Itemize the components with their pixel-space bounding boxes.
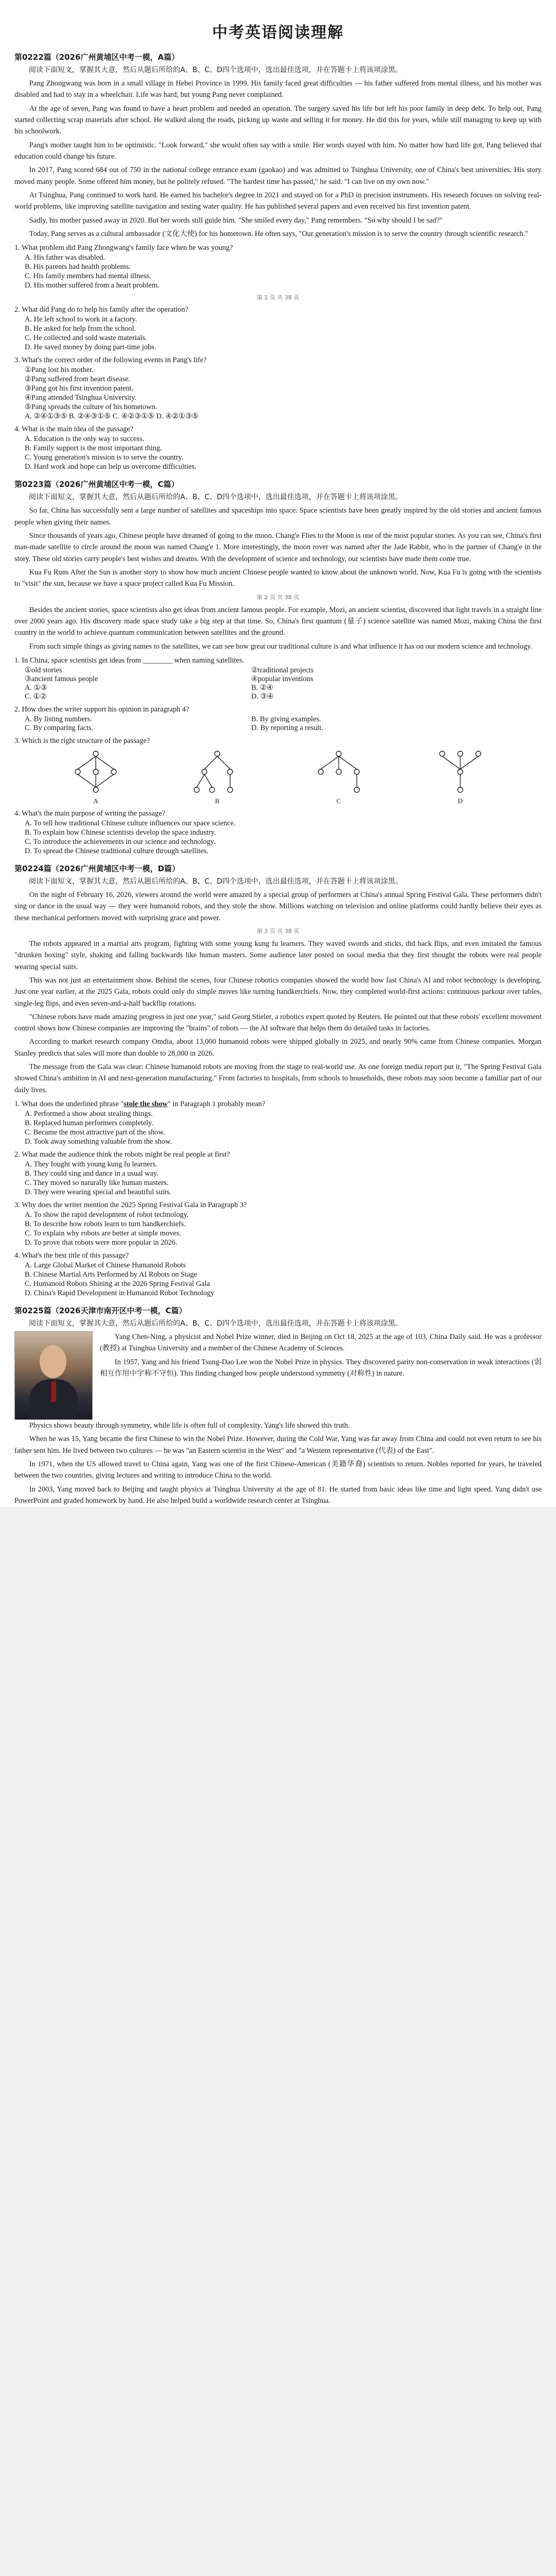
passage-instructions: 阅读下面短文，掌握其大意，然后从题后所给的A、B、C、D四个选项中，选出最佳选项，并在答题卡上将该项涂黑。 [29,1319,403,1328]
answer-option: ①old stories [25,666,62,674]
paragraph: Physics shows beauty through symmetry, while life is often full of complexity. Yang's life showed this truth. [29,1421,350,1430]
answer-option: A. Performed a show about stealing things. [25,1110,153,1118]
answer-option: ④Pang attended Tsinghua University. [25,394,136,402]
answer-option: ④popular inventions [251,674,314,683]
page-number: 第 1 页 共 38 页 [256,294,300,301]
answer-option: B. To explain how Chinese scientists develop the space industry. [25,828,216,837]
answer-option: ③ancient famous people [25,674,98,683]
answer-option: C. ①② [25,692,47,701]
diagram-label: A [93,796,98,805]
paragraph: Sadly, his mother passed away in 2020. But her words still guide him. "She smiled every day," Pang remembers. "So why should I be sad?" [29,216,443,225]
question-text: " in Paragraph 1 probably mean? [167,1100,266,1109]
answer-option: C. To introduce the achievements in our science and technology. [25,837,216,846]
tree-diagram-icon [310,749,367,795]
tree-diagram-icon [67,749,124,795]
answer-option: ②Pang suffered from heart disease. [25,375,130,384]
answer-option: D. ③④ [251,692,274,701]
answer-option: C. His family members had mental illness. [25,272,151,281]
paragraph: So far, China has successfully sent a large number of satellites and spaceships into space. Space scientists have been greatly inspired by the old stories and ancient famous people when giving their names. [14,506,542,527]
answer-option: D. By reporting a result. [251,723,323,732]
answer-option: ②traditional projects [251,666,314,674]
answer-option: D. To spread the Chinese traditional culture through satellites. [25,846,208,855]
question [14,1100,542,1109]
option-row [25,684,542,692]
answer-option: A. ①③ [25,683,47,692]
question: 1. In China, space scientists get ideas from ________ when naming satellites. [14,656,245,665]
option-row [25,692,542,701]
passage-heading: 第0225篇（2026天津市南开区中考一模，C篇） [14,1306,187,1316]
answer-option: B. Chinese Martial Arts Performed by AI Robots on Stage [25,1270,197,1279]
passage-instructions: 阅读下面短文，掌握其大意，然后从题后所给的A、B、C、D四个选项中，选出最佳选项，并在答题卡上将该项涂黑。 [29,493,403,502]
structure-diagram-b [184,749,251,805]
question: 1. What problem did Pang Zhongwang's family face when he was young? [14,244,233,252]
tree-diagram-icon [189,749,246,795]
answer-option: ⑤Pang spreads the culture of his hometown. [25,403,158,412]
answer-option: C. Young generation's mission is to serve the country. [25,453,184,462]
answer-option: B. Family support is the most important thing. [25,444,162,453]
answer-option: A. ②④①③⑤ B. ②④③①⑤ C. ④②③①⑤ D. ④②①③⑤ [25,412,199,421]
question: 2. What did Pang do to help his family after the operation? [14,306,188,314]
photo-with-text [14,1331,542,1420]
page-number: 第 2 页 共 38 页 [256,594,300,601]
diagram-label: B [215,796,220,805]
answer-option: B. To describe how robots learn to turn handkerchiefs. [25,1220,186,1229]
question: 4. What's the best title of this passage? [14,1251,129,1260]
structure-diagram-d [427,749,494,805]
question: 2. What made the audience think the robots might be real people at first? [14,1150,230,1159]
paragraph: At Tsinghua, Pang continued to work hard. He earned his bachelor's degree in 2021 and stayed on for a PhD in precision instruments. His research focuses on solving real-world problems, like improving satellite navigation and testing water quality. He has published several papers and even received his first invention patent. [14,191,542,211]
question: 4. What's the main purpose of writing the passage? [14,809,165,818]
paragraph: Pang Zhongwang was born in a small village in Hebei Province in 1999. His family faced great difficulties — his father suffered from mental illness, and his mother was disabled and had to stay in a wheelchair. Life was hard, but young Pang never complained. [14,79,542,99]
answer-option: A. He left school to work in a factory. [25,315,137,324]
passage-section [14,479,542,856]
answer-option: B. They could sing and dance in a usual way. [25,1170,159,1178]
option-row [25,675,542,684]
passage-heading: 第0223篇（2026广州黄埔区中考一模，C篇） [14,480,179,489]
paragraph: According to market research company Omdia, about 13,000 humanoid robots were shipped globally in 2025, and nearly 90% came from Chinese companies. Morgan Stanley predicts that sales will more than double to 28,000 in 2026. [14,1038,542,1058]
answer-option: D. Hard work and hope can help us overcome difficulties. [25,463,197,471]
question-text: 1. What does the underlined phrase " [14,1100,124,1109]
paragraph: In 1971, when the US allowed travel to China again, Yang was one of the first Chinese-American (美籍华裔) scientists to return. Nobles reported for years, he traveled between the two countries, giving lectures and writing to introduce China to the world. [14,1460,542,1480]
passage-section [14,52,542,471]
paragraph: The robots appeared in a martial arts program, fighting with some young kung fu learners. They waved swords and sticks, did back flips, and even imitated the famous "drunken boxing" style, shaking and falling backwards like human masters. Some audience later posted on social media that they first thought the robots were real people wearing special suits. [14,939,542,971]
photo-tie-shape [51,1381,56,1402]
passage-section [14,1305,542,1506]
answer-option: A. His father was disabled. [25,253,105,262]
answer-option: C. They moved so naturally like human masters. [25,1179,169,1188]
paragraph: This was not just an entertainment show. Behind the scenes, four Chinese robotics companies showed the world how fast China's AI and robot technology is developing. Just one year earlier, at the 2025 Gala, robots could only do simple moves like turning handkerchiefs. Now, they completed world-first actions: continuous parkour over tables, single-leg flips, and even seven-and-a-half backflip rotations. [14,976,542,1008]
paragraph: Kua Fu Runs After the Sun is another story to show how much ancient Chinese people wanted to know about the unknown world. Now, Kua Fu is going with the scientists to "visit" the sun, because we have a space project called Kua Fu Mission. [14,568,542,588]
underlined-phrase: stole the show [124,1100,168,1109]
answer-option: D. To prove that robots were more popular in 2026. [25,1239,178,1247]
answer-option: B. By giving examples. [251,715,321,723]
side-text [100,1331,542,1420]
answer-option: A. By listing numbers. [25,715,92,723]
tree-diagram-icon [432,749,489,795]
answer-option: A. Large Global Market of Chinese Humanoid Robots [25,1261,186,1270]
option-row [25,724,542,733]
structure-diagram-a [62,749,129,805]
answer-option: C. Humanoid Robots Shining at the 2026 Spring Festival Gala [25,1280,210,1289]
question: 4. What is the main idea of the passage? [14,425,134,434]
answer-option: C. By comparing facts. [25,723,94,732]
page-number: 第 3 页 共 38 页 [256,927,300,935]
paragraph: Besides the ancient stories, space scientists also get ideas from ancient famous people. For example, Mozi, an ancient scientist, discovered that light travels in a straight line over 2000 years ago. His discovery made space study take a big step at that time. So, China's first quantum (量子) science satellite was named Mozi, making China the first country in the world to achieve quantum communication between satellites and the ground. [14,605,542,637]
portrait-photo [14,1331,93,1420]
photo-face-shape [40,1345,66,1378]
answer-option: B. Replaced human performers completely. [25,1119,154,1128]
answer-option: C. To explain why robots are better at simple moves. [25,1229,181,1238]
passage-heading: 第0224篇（2026广州黄埔区中考一模，D篇） [14,863,180,873]
answer-option: B. His parents had health problems. [25,263,131,272]
paragraph: Since thousands of years ago, Chinese people have dreamed of going to the moon. Chang'e Flies to the Moon is one of the most popular stories. As you can see, China's first man-made satellite to circle around the moon was named Chang'e 1. More interestingly, the moon rover was named after the Jade Rabbit, who is the partner of Chang'e in the story. These old stories carry people's best wishes and dreams. With the development of science and technology, our scientists have made them come true. [14,531,542,563]
document-title: 中考英语阅读理解 [212,24,344,42]
paragraph: Pang's mother taught him to be optimistic. "Look forward," she would often say with a smile. Her words stayed with him. No matter how hard life got, Pang believed that education could change his future. [14,141,542,161]
question: 3. What's the correct order of the following events in Pang's life? [14,356,207,365]
answer-option: C. He collected and sold waste materials. [25,334,147,343]
answer-option: ③Pang got his first invention patent. [25,384,134,393]
passage-section [14,863,542,1298]
answer-option: A. They fought with young kung fu learners. [25,1160,158,1169]
paragraph: In 2017, Pang scored 684 out of 750 in the national college entrance exam (gaokao) and was admitted to Tsinghua University, one of China's best universities. His story moved many people. Some offered him money, but he politely refused. "The hardest time has passed," he said. "I can live on my own now." [14,166,542,186]
answer-option: D. Took away something valuable from the show. [25,1138,172,1146]
answer-option: A. To show the rapid development of robot technology. [25,1211,189,1219]
paragraph: When he was 15, Yang became the first Chinese to win the Nobel Prize. However, during the Cold War, Yang was far away from China and could not even return to see his father sent him. He lived between two cultures — he was "an Eastern scientist in the West" and "a Western representative (代表) of the East". [14,1435,542,1455]
answer-option: D. His mother suffered from a heart problem. [25,281,160,290]
structure-diagrams [35,749,521,805]
answer-option: D. China's Rapid Development in Humanoid Robot Technology [25,1289,215,1298]
paragraph: At the age of seven, Pang was found to have a heart problem and needed an operation. The surgery saved his life but left his poor family in deep debt. To help out, Pang started collecting scrap materials after school. He walked along the roads, picking up waste and selling it for money. He did this for years, while still managing to keep up with his schoolwork. [14,104,542,136]
option-row [25,666,542,675]
question: 2. How does the writer support his opinion in paragraph 4? [14,705,189,714]
diagram-label: D [458,796,463,805]
passage-instructions: 阅读下面短文，掌握其大意，然后从题后所给的A、B、C、D四个选项中，选出最佳选项，并在答题卡上将该项涂黑。 [29,877,403,886]
answer-option: B. ②④ [251,683,273,692]
option-row [25,715,542,724]
passage-heading: 第0222篇（2026广州黄埔区中考一模，A篇） [14,53,180,62]
paragraph: From such simple things as giving names to the satellites, we can see how great our traditional culture is and what influence it has on our modern science and technology. [29,642,532,651]
answer-option: A. Education is the only way to success. [25,435,145,444]
structure-diagram-c [305,749,372,805]
paragraph: The message from the Gala was clear: Chinese humanoid robots are moving from the stage to real-world use. As one foreign media report put it, "The Spring Festival Gala showed China's ambition in AI and next-generation manufacturing." From factories to hospitals, from schools to households, these robots may soon become a familiar part of our daily lives. [14,1063,542,1094]
paragraph: On the night of February 16, 2026, viewers around the world were amazed by a special group of performers at China's annual Spring Festival Gala. These performers didn't sing or dance in the usual way — they were humanoid robots, and they stole the show. Millions watching on television and online platforms could hardly believe their eyes as these mechanical performers moved with surprising grace and power. [14,890,542,922]
answer-option: B. He asked for help from the school. [25,325,136,333]
answer-option: C. Became the most attractive part of the show. [25,1128,165,1137]
paragraph: Today, Pang serves as a cultural ambassador (文化大使) for his hometown. He often says, "Our generation's mission is to serve the country through scientific research." [29,229,528,238]
answer-option: D. They were wearing special and beautiful suits. [25,1188,171,1197]
passage-instructions: 阅读下面短文，掌握其大意，然后从题后所给的A、B、C、D四个选项中，选出最佳选项，并在答题卡上将该项涂黑。 [29,66,403,74]
answer-option: A. To tell how traditional Chinese culture influences our space science. [25,819,236,827]
question: 3. Why does the writer mention the 2025 Spring Festival Gala in Paragraph 3? [14,1201,247,1210]
paragraph: In 2003, Yang moved back to Beijing and taught physics at Tsinghua University at the age of 81. He started from basic ideas like time and light speed. Yang didn't use PowerPoint and graded homework by hand. He also helped build a worldwide research center at Tsinghua. [14,1485,542,1505]
answer-option: D. He saved money by doing part-time jobs. [25,343,157,352]
paragraph: Yang Chen-Ning, a physicist and Nobel Prize winner, died in Beijing on Oct 18, 2025 at the age of 103, China Daily said. He was a professor (教授) at Tsinghua University and a member of the Chinese Academy of Sciences. [100,1333,542,1353]
paragraph: "Chinese robots have made amazing progress in just one year," said Georg Stieler, a robotics expert quoted by Reuters. He pointed out that these robots' excellent movement control shows how Chinese companies are improving the "brains" of robots — the AI software that helps them do detailed tasks in factories. [14,1012,542,1033]
question: 3. Which is the right structure of the passage? [14,736,150,745]
diagram-label: C [336,796,341,805]
paragraph: In 1957, Yang and his friend Tsung-Dao Lee won the Nobel Prize in physics. They discovered parity non-conservation in weak interactions (弱相互作用中宇称不守恒). This finding changed how people understood symmetry (对称性) in nature. [100,1358,542,1378]
answer-option: ①Pang lost his mother. [25,366,94,375]
